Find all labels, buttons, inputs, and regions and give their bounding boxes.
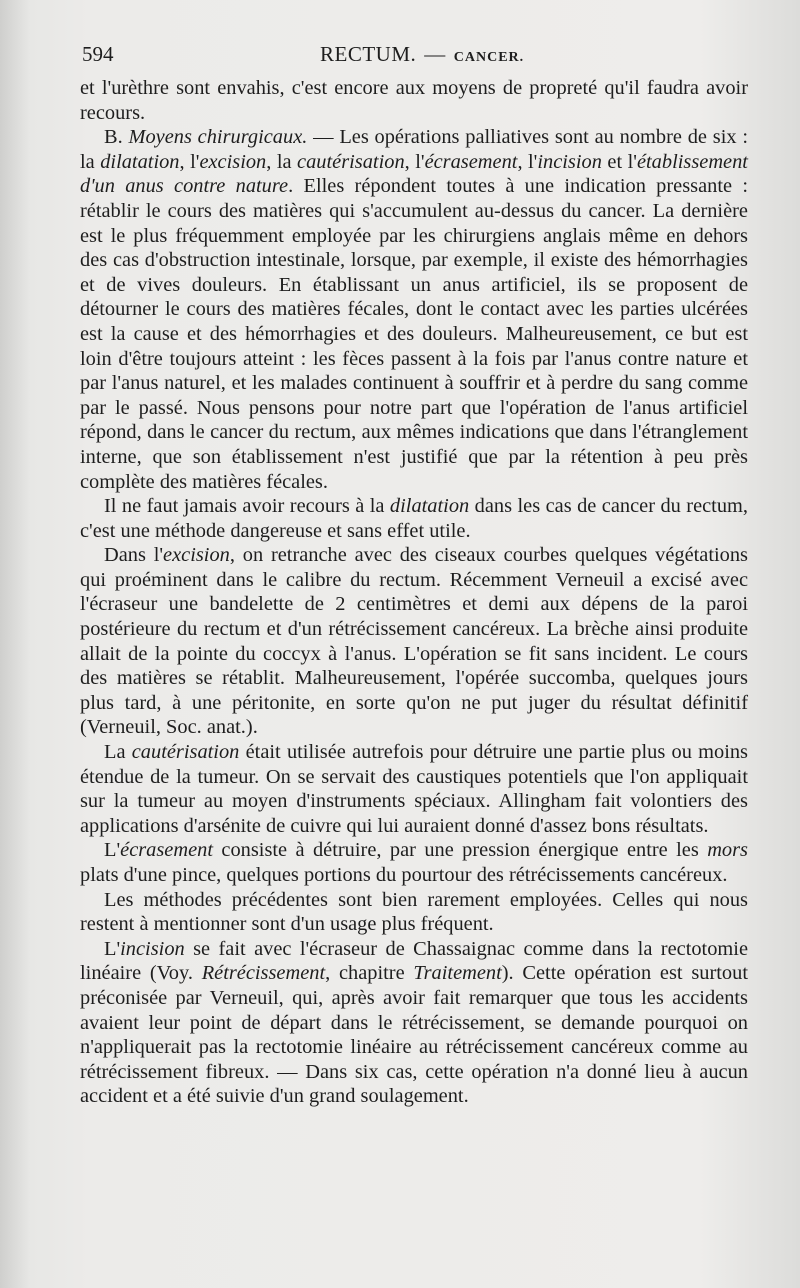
- text-run: . Elles répondent toutes à une indication pressante : rétablir le cours des matières qui s'accumulent au-dessus du cancer. La dernière est le plus fréquemment employée par les chirurgiens anglais même en dehors des cas d'obstruction intestinale, lorsque, par exemple, il existe des hémorrhagies et de vives douleurs. En établissant un anus artificiel, ils se proposent de détourner le cours des matières fécales, dont le contact avec les parties ulcérées est la cause et des hémorrhagies et des douleurs. Malheureusement, ce but est loin d'être toujours atteint : les fèces passent à la fois par l'anus contre nature et par l'anus naturel, et les malades continuent à souffrir et à perdre du sang comme par le passé. Nous pensons pour notre part que l'opération de l'anus artificiel répond, dans le cancer du rectum, aux mêmes indications que dans l'étranglement interne, que son établissement n'est justifié que par la rétention à peu près complète des matières fécales.: [80, 175, 748, 493]
- term-mors: mors: [707, 839, 748, 862]
- text-run: , la: [266, 150, 298, 173]
- text-run: , l': [404, 150, 425, 173]
- page-body: [80, 76, 748, 1109]
- term-ecrasement: écrasement: [424, 150, 518, 173]
- text-run: , chapitre: [325, 962, 414, 985]
- term-incision: incision: [120, 937, 185, 960]
- text-run: et l': [601, 150, 637, 173]
- term-incision: incision: [537, 150, 602, 173]
- section-letter: B.: [104, 126, 129, 149]
- paragraph-8: [80, 937, 748, 1109]
- paragraph-3: [80, 494, 748, 543]
- text-run: Il ne faut jamais avoir recours à la: [104, 495, 390, 518]
- title-dash: —: [424, 42, 446, 66]
- title-main: RECTUM.: [320, 42, 417, 66]
- text-run: plats d'une pince, quelques portions du pourtour des rétrécissements cancéreux.: [80, 864, 728, 886]
- paragraph-2: [80, 125, 748, 494]
- paragraph-4: [80, 543, 748, 740]
- term-dilatation: dilatation: [389, 495, 470, 518]
- term-excision: excision: [163, 544, 230, 567]
- paragraph-5: [80, 740, 748, 838]
- text-run: , l': [517, 150, 538, 173]
- term-cauterisation: cautérisation: [131, 741, 240, 764]
- running-header: [82, 42, 742, 72]
- term-dilatation: dilatation: [100, 150, 180, 173]
- text-run: Dans l': [104, 544, 164, 567]
- title-sub: CANCER.: [453, 50, 525, 65]
- running-title: [320, 42, 524, 67]
- text-run: était utilisée autrefois pour détruire une partie plus ou moins étendue de la tumeur. On se servait des caustiques potentiels que l'on appliquait sur la tumeur au moyen d'instruments spéciaux. Allingham fait volontiers des applications d'arsénite de cuivre qui lui auraient donné d'assez bons résultats.: [80, 741, 748, 837]
- section-heading: Moyens chirurgicaux.: [128, 126, 308, 149]
- text-run: La: [104, 741, 132, 764]
- text-run: L': [104, 937, 121, 960]
- term-cauterisation: cautérisation: [297, 150, 405, 173]
- reference-traitement: Traitement: [413, 962, 502, 985]
- term-ecrasement: écrasement: [120, 839, 213, 862]
- page-number: 594: [82, 42, 114, 66]
- term-anus-contre-nature: établissement d'un anus contre nature: [80, 150, 748, 198]
- text-run: se fait avec l'écraseur de Chassaignac comme dans la rectotomie linéaire (Voy.: [80, 937, 748, 985]
- text-run: , on retranche avec des ciseaux courbes quelques végétations qui proéminent dans le calibre du rectum. Récemment Verneuil a excisé avec l'écraseur une bandelette de 2 centimètres et demi aux dépens de la paroi postérieure du rectum et d'un rétrécissement cancéreux. La brèche ainsi produite allait de la pointe du coccyx à l'anus. L'opération se fit sans incident. Le cours des matières se rétablit. Malheureusement, l'opérée succomba, quelques jours plus tard, à une péritonite, en sorte qu'on ne put juger du résultat définitif (Verneuil, Soc. anat.).: [80, 544, 748, 739]
- text-run: dans les cas de cancer du rectum, c'est une méthode dangereuse et sans effet utile.: [80, 495, 748, 542]
- text-run: L': [104, 839, 121, 862]
- paragraph-1: et l'urèthre sont envahis, c'est encore aux moyens de propreté qu'il faudra avoir recours.: [80, 77, 748, 124]
- text-run: , l': [179, 150, 200, 173]
- paragraph-6: [80, 838, 748, 887]
- paragraph-7: Les méthodes précédentes sont bien rarement employées. Celles qui nous restent à mentionner sont d'un usage plus fréquent.: [80, 888, 748, 936]
- text-run: — Les opérations palliatives sont au nombre de six : la: [80, 126, 749, 173]
- text-run: ). Cette opération est surtout préconisée par Verneuil, qui, après avoir fait remarquer que tous les accidents avaient leur point de départ dans le rétrécissement, se demande pourquoi on n'appliquerait pas la rectotomie linéaire au rétrécissement cancéreux comme au rétrécissement fibreux. — Dans six cas, cette opération n'a donné lieu à aucun accident et a été suivie d'un grand soulagement.: [80, 962, 748, 1108]
- term-excision: excision: [199, 150, 267, 173]
- reference-retrecissement: Rétrécissement: [201, 962, 326, 985]
- text-run: consiste à détruire, par une pression énergique entre les: [213, 839, 708, 862]
